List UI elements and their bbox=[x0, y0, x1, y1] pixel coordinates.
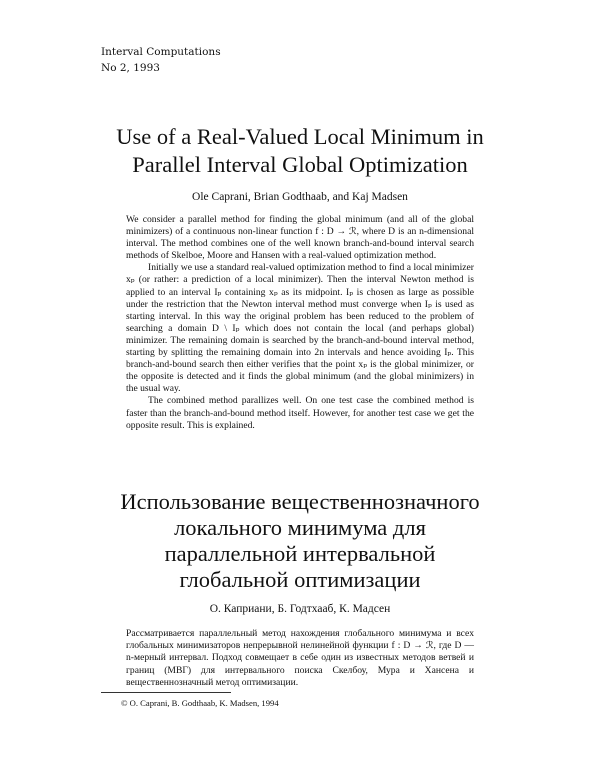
russian-authors: О. Каприани, Б. Годтхааб, К. Мадсен bbox=[209, 603, 391, 615]
russian-title-line-4: глобальной оптимизации bbox=[179, 567, 421, 592]
english-title-line-1: Use of a Real-Valued Local Minimum in bbox=[116, 124, 484, 149]
journal-name: Interval Computations bbox=[101, 46, 221, 58]
russian-abstract bbox=[126, 628, 474, 689]
journal-header bbox=[101, 44, 221, 76]
russian-title bbox=[60, 489, 540, 593]
russian-title-line-2: локального минимума для bbox=[174, 515, 426, 540]
russian-title-line-1: Использование вещественнозначного bbox=[120, 489, 480, 514]
russian-abstract-paragraph: Рассматривается параллельный метод нахождения глобального минимума и всех глобальных минимизаторов непрерывной нелинейной функции f : D → ℛ, где D — n-мерный интервал. Подход совмещает в себе один из известных методов ветвей и границ (МВГ) для интервального поиска Скелбоу, Мура и Хансена и вещественнозначный метод оптимизации. bbox=[126, 628, 474, 688]
abstract-paragraph-2: Initially we use a standard real-valued optimization method to find a local minimizer xₚ (or rather: a prediction of a local minimizer). Then the interval Newton method is applied to an interval Iₚ containing xₚ as its midpoint. Iₚ is chosen as large as possible under the restriction that the Newton interval method must converge when Iₚ is used as starting interval. In this way the original problem has been reduced to the problem of searching a domain D \ Iₚ which does not contain the local (and perhaps global) minimizer. The remaining domain is searched by the branch-and-bound interval method, starting by splitting the remaining domain into 2n intervals and hence avoiding Iₚ. This branch-and-bound search then either verifies that the point xₚ is the global minimizer, or the opposite is detected and it finds the global minimum (and the global minimizers) in the usual way. bbox=[126, 262, 474, 395]
english-authors: Ole Caprani, Brian Godthaab, and Kaj Madsen bbox=[192, 191, 408, 203]
abstract-paragraph-1: We consider a parallel method for finding the global minimum (and all of the global minimizers) of a continuous non-linear function f : D → ℛ, where D is an n-dimensional interval. The method combines one of the well known branch-and-bound interval search methods of Skelboe, Moore and Hansen with a real-valued optimization method. bbox=[126, 214, 474, 262]
journal-issue: No 2, 1993 bbox=[101, 62, 160, 74]
english-abstract bbox=[126, 214, 474, 432]
abstract-paragraph-3: The combined method parallizes well. On one test case the combined method is faster than the branch-and-bound method itself. However, for another test case we get the opposite result. This is explained. bbox=[126, 395, 474, 431]
english-title bbox=[60, 123, 540, 179]
copyright-footnote: © O. Caprani, B. Godthaab, K. Madsen, 1994 bbox=[121, 698, 279, 708]
english-title-line-2: Parallel Interval Global Optimization bbox=[132, 152, 468, 177]
russian-title-line-3: параллельной интервальной bbox=[164, 541, 436, 566]
footnote-rule bbox=[101, 692, 231, 693]
